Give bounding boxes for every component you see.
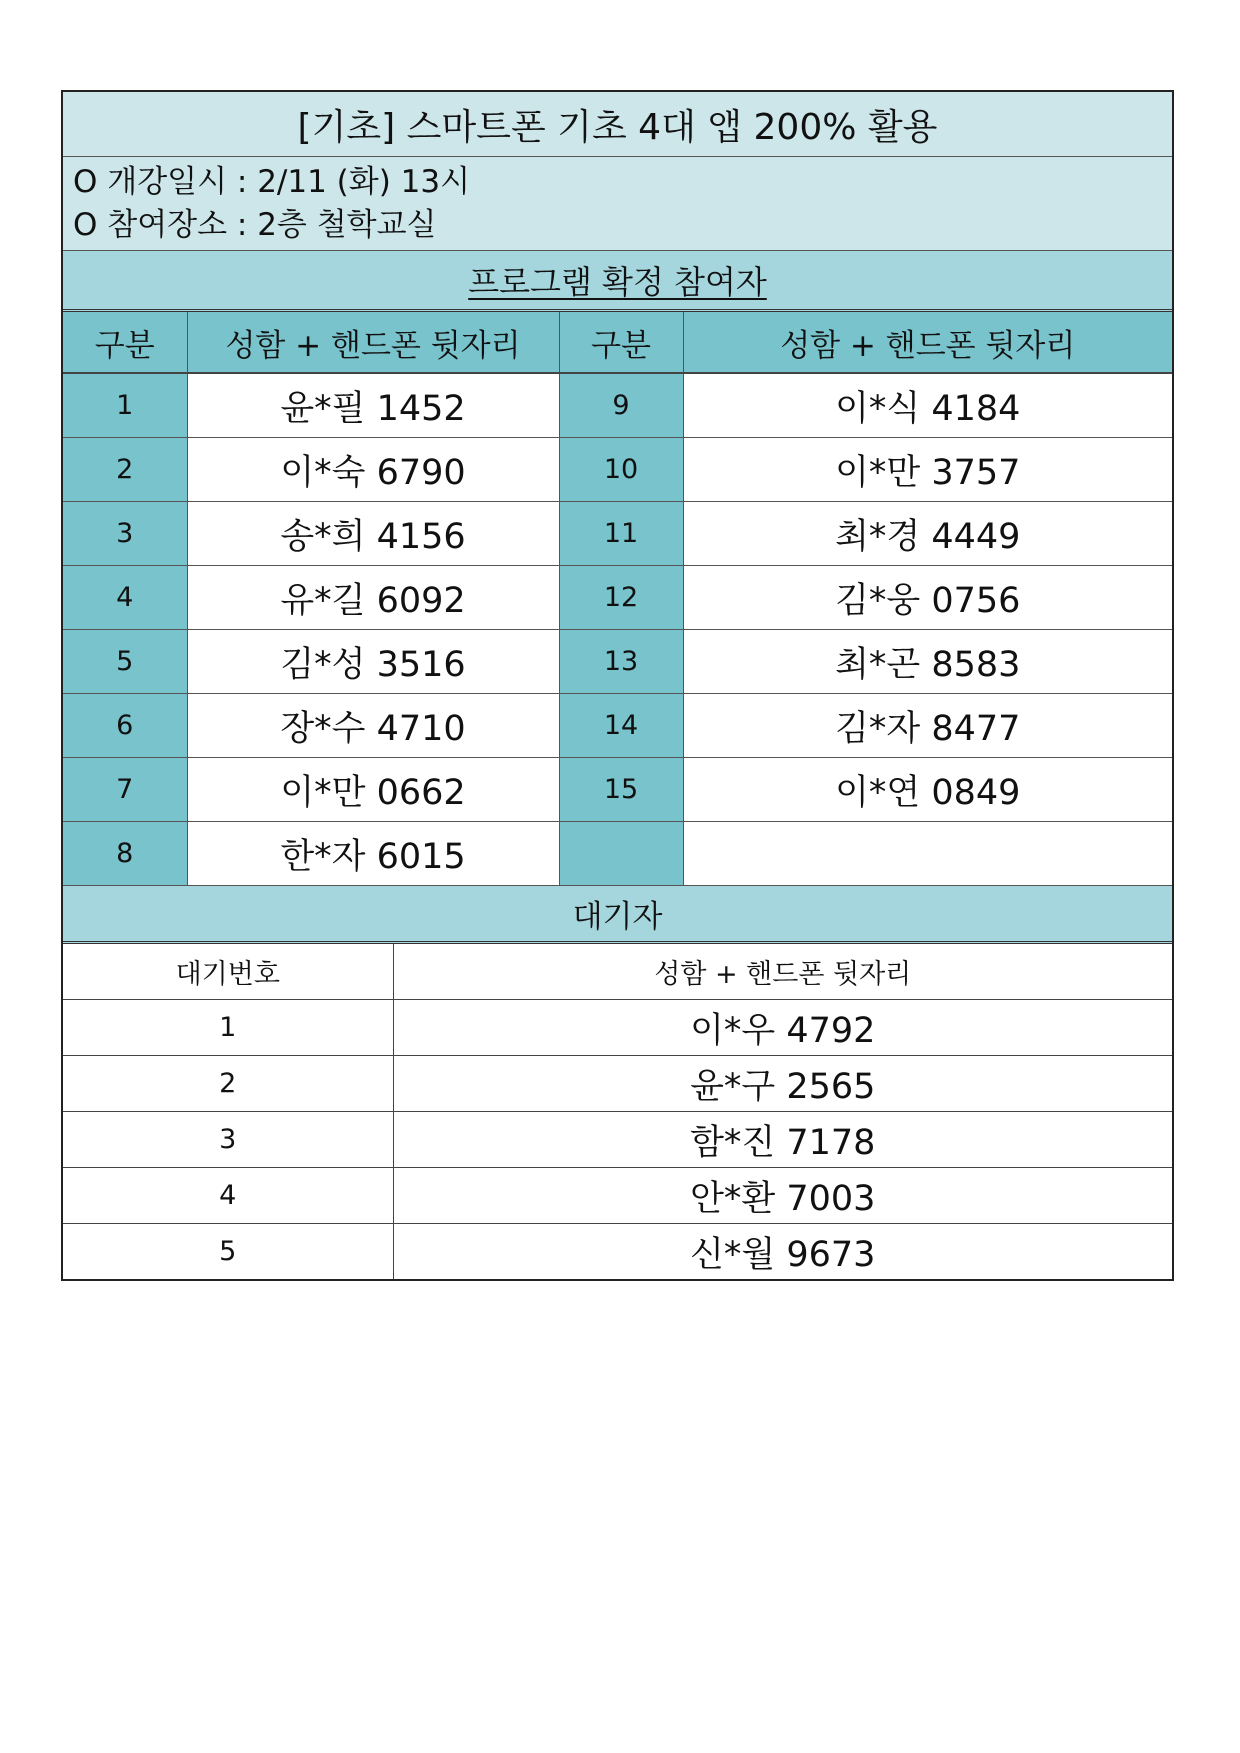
- row-number: 12: [559, 566, 683, 630]
- page-title: [기초] 스마트폰 기초 4대 앱 200% 활용: [63, 92, 1172, 157]
- participant-name: 최*경 4449: [683, 502, 1172, 566]
- wait-number: 3: [63, 1112, 393, 1168]
- table-row: [63, 1168, 1172, 1224]
- col-header-name: 성함 + 핸드폰 뒷자리: [393, 944, 1172, 1000]
- row-number: 1: [63, 373, 187, 438]
- participant-name: 이*만 0662: [187, 758, 559, 822]
- row-number: 14: [559, 694, 683, 758]
- table-row: [63, 438, 1172, 502]
- participant-name: 유*길 6092: [187, 566, 559, 630]
- waiting-name: 안*환 7003: [393, 1168, 1172, 1224]
- participant-name: 김*성 3516: [187, 630, 559, 694]
- row-number: 13: [559, 630, 683, 694]
- participant-name: 김*웅 0756: [683, 566, 1172, 630]
- row-number: 2: [63, 438, 187, 502]
- row-number: 3: [63, 502, 187, 566]
- course-info: [63, 157, 1172, 251]
- confirmed-heading-text: 프로그램 확정 참여자: [468, 263, 767, 301]
- table-row: [63, 373, 1172, 438]
- participant-name: 윤*필 1452: [187, 373, 559, 438]
- participant-name: 이*식 4184: [683, 373, 1172, 438]
- table-row: [63, 630, 1172, 694]
- table-row: [63, 1224, 1172, 1280]
- confirmed-heading: [63, 251, 1172, 312]
- row-number: 7: [63, 758, 187, 822]
- participant-name: 김*자 8477: [683, 694, 1172, 758]
- row-number: 4: [63, 566, 187, 630]
- row-number: [559, 822, 683, 886]
- participant-name: 최*곤 8583: [683, 630, 1172, 694]
- participant-name: 한*자 6015: [187, 822, 559, 886]
- row-number: 9: [559, 373, 683, 438]
- col-header-num: 구분: [63, 312, 187, 373]
- confirmed-header-row: [63, 312, 1172, 373]
- table-row: [63, 822, 1172, 886]
- enrollment-sheet: [61, 90, 1174, 1281]
- waiting-name: 이*우 4792: [393, 1000, 1172, 1056]
- table-row: [63, 502, 1172, 566]
- col-header-num: 구분: [559, 312, 683, 373]
- waiting-name: 신*월 9673: [393, 1224, 1172, 1280]
- row-number: 11: [559, 502, 683, 566]
- waiting-heading: 대기자: [63, 885, 1172, 944]
- row-number: 5: [63, 630, 187, 694]
- col-header-name: 성함 + 핸드폰 뒷자리: [187, 312, 559, 373]
- col-header-name: 성함 + 핸드폰 뒷자리: [683, 312, 1172, 373]
- table-row: [63, 694, 1172, 758]
- place-line: O 참여장소 : 2층 철학교실: [73, 207, 437, 243]
- participant-name: 이*만 3757: [683, 438, 1172, 502]
- table-row: [63, 758, 1172, 822]
- waiting-table: [63, 944, 1172, 1279]
- wait-number: 2: [63, 1056, 393, 1112]
- row-number: 15: [559, 758, 683, 822]
- wait-number: 1: [63, 1000, 393, 1056]
- wait-number: 5: [63, 1224, 393, 1280]
- table-row: [63, 566, 1172, 630]
- waiting-name: 윤*구 2565: [393, 1056, 1172, 1112]
- table-row: [63, 1000, 1172, 1056]
- participant-name: 장*수 4710: [187, 694, 559, 758]
- waiting-header-row: [63, 944, 1172, 1000]
- row-number: 6: [63, 694, 187, 758]
- table-row: [63, 1056, 1172, 1112]
- wait-number: 4: [63, 1168, 393, 1224]
- participant-name: 이*숙 6790: [187, 438, 559, 502]
- row-number: 8: [63, 822, 187, 886]
- date-line: O 개강일시 : 2/11 (화) 13시: [73, 164, 471, 200]
- row-number: 10: [559, 438, 683, 502]
- participant-name: 이*연 0849: [683, 758, 1172, 822]
- participant-name: 송*희 4156: [187, 502, 559, 566]
- table-row: [63, 1112, 1172, 1168]
- participant-name: [683, 822, 1172, 886]
- col-header-wait-num: 대기번호: [63, 944, 393, 1000]
- waiting-name: 함*진 7178: [393, 1112, 1172, 1168]
- confirmed-table: [63, 312, 1172, 885]
